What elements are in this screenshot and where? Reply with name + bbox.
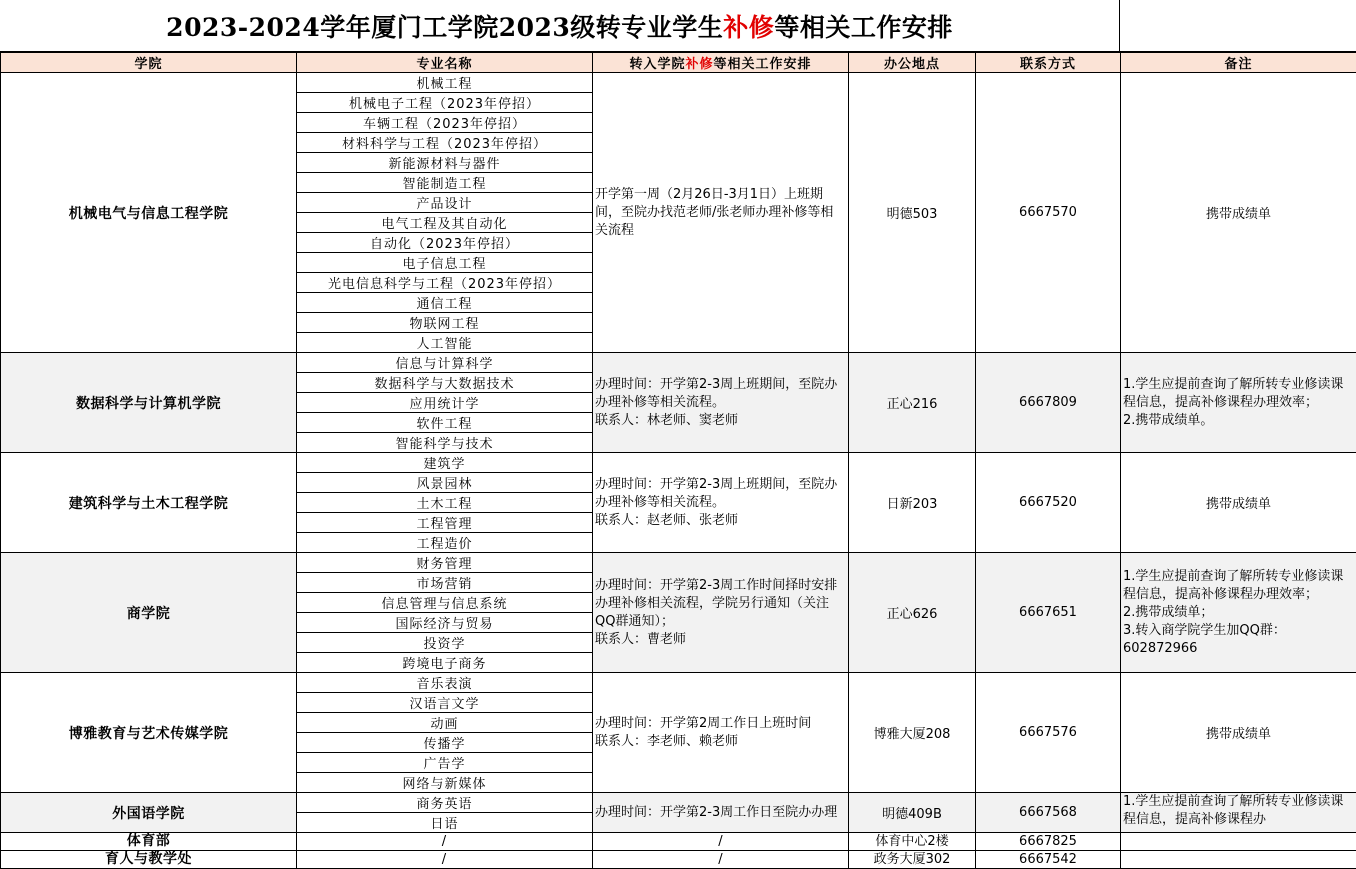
title-blank-cell — [1120, 0, 1356, 52]
arrangement-cell[interactable]: 办理时间：开学第2-3周上班期间，至院办办理补修等相关流程。 联系人：赵老师、张老师 — [593, 453, 849, 553]
major-cell[interactable]: / — [297, 851, 593, 869]
major-cell[interactable]: 车辆工程（2023年停招） — [297, 113, 593, 133]
page-title: 2023-2024学年厦门工学院2023级转专业学生 补修 等相关工作安排 — [0, 0, 1120, 52]
header-college[interactable]: 学院 — [1, 53, 297, 73]
college-cell[interactable]: 博雅教育与艺术传媒学院 — [1, 673, 297, 793]
contact-cell[interactable]: 6667576 — [976, 673, 1121, 793]
note-cell[interactable]: 携带成绩单 — [1121, 673, 1356, 793]
major-cell[interactable]: 软件工程 — [297, 413, 593, 433]
major-cell[interactable]: 信息管理与信息系统 — [297, 593, 593, 613]
contact-cell[interactable]: 6667568 — [976, 793, 1121, 833]
major-cell[interactable]: 电气工程及其自动化 — [297, 213, 593, 233]
college-cell[interactable]: 外国语学院 — [1, 793, 297, 833]
table-row — [1, 73, 1356, 93]
major-cell[interactable]: 新能源材料与器件 — [297, 153, 593, 173]
note-cell[interactable] — [1121, 833, 1356, 851]
header-note[interactable]: 备注 — [1121, 53, 1356, 73]
major-cell[interactable]: 市场营销 — [297, 573, 593, 593]
contact-cell[interactable]: 6667520 — [976, 453, 1121, 553]
contact-cell[interactable]: 6667825 — [976, 833, 1121, 851]
note-cell[interactable]: 1.学生应提前查询了解所转专业修读课程信息，提高补修课程办理效率； 2.携带成绩单； 3.转入商学院学生加QQ群：602872966 — [1121, 553, 1356, 673]
table-row — [1, 353, 1356, 373]
major-cell[interactable]: 日语 — [297, 813, 593, 833]
major-cell[interactable]: 工程管理 — [297, 513, 593, 533]
office-cell[interactable]: 体育中心2楼 — [849, 833, 976, 851]
major-cell[interactable]: 跨境电子商务 — [297, 653, 593, 673]
major-cell[interactable]: 商务英语 — [297, 793, 593, 813]
arrangement-cell[interactable]: / — [593, 851, 849, 869]
note-cell[interactable] — [1121, 851, 1356, 869]
major-cell[interactable]: 国际经济与贸易 — [297, 613, 593, 633]
major-cell[interactable]: 信息与计算科学 — [297, 353, 593, 373]
table-row — [1, 553, 1356, 573]
major-cell[interactable]: 通信工程 — [297, 293, 593, 313]
major-cell[interactable]: 智能科学与技术 — [297, 433, 593, 453]
header-office[interactable]: 办公地点 — [849, 53, 976, 73]
contact-cell[interactable]: 6667651 — [976, 553, 1121, 673]
major-cell[interactable]: 物联网工程 — [297, 313, 593, 333]
major-cell[interactable]: 动画 — [297, 713, 593, 733]
office-cell[interactable]: 政务大厦302 — [849, 851, 976, 869]
arrangement-cell[interactable]: 办理时间：开学第2-3周上班期间，至院办办理补修等相关流程。 联系人：林老师、窦老师 — [593, 353, 849, 453]
table-row — [1, 453, 1356, 473]
college-cell[interactable]: 体育部 — [1, 833, 297, 851]
office-cell[interactable]: 博雅大厦208 — [849, 673, 976, 793]
major-cell[interactable]: 产品设计 — [297, 193, 593, 213]
major-cell[interactable]: 自动化（2023年停招） — [297, 233, 593, 253]
table-row — [1, 851, 1356, 869]
note-cell[interactable]: 1.学生应提前查询了解所转专业修读课程信息，提高补修课程办理效率； 2.携带成绩单。 — [1121, 353, 1356, 453]
office-cell[interactable]: 日新203 — [849, 453, 976, 553]
arrangement-cell[interactable]: 办理时间：开学第2周工作日上班时间 联系人：李老师、赖老师 — [593, 673, 849, 793]
college-cell[interactable]: 育人与教学处 — [1, 851, 297, 869]
table-row — [1, 833, 1356, 851]
table-body — [1, 73, 1356, 869]
major-cell[interactable]: 电子信息工程 — [297, 253, 593, 273]
contact-cell[interactable]: 6667570 — [976, 73, 1121, 353]
major-cell[interactable]: 投资学 — [297, 633, 593, 653]
header-contact[interactable]: 联系方式 — [976, 53, 1121, 73]
college-cell[interactable]: 机械电气与信息工程学院 — [1, 73, 297, 353]
office-cell[interactable]: 明德409B — [849, 793, 976, 833]
major-cell[interactable]: 应用统计学 — [297, 393, 593, 413]
note-cell[interactable]: 1.学生应提前查询了解所转专业修读课程信息，提高补修课程办 — [1121, 793, 1356, 833]
major-cell[interactable]: 智能制造工程 — [297, 173, 593, 193]
office-cell[interactable]: 正心626 — [849, 553, 976, 673]
arrangement-cell[interactable]: / — [593, 833, 849, 851]
header-row — [1, 53, 1356, 73]
college-cell[interactable]: 建筑科学与土木工程学院 — [1, 453, 297, 553]
major-cell[interactable]: 汉语言文学 — [297, 693, 593, 713]
major-cell[interactable]: 广告学 — [297, 753, 593, 773]
major-cell[interactable]: 人工智能 — [297, 333, 593, 353]
arrangement-cell[interactable]: 开学第一周（2月26日-3月1日）上班期间，至院办找范老师/张老师办理补修等相关流程 — [593, 73, 849, 353]
major-cell[interactable]: 数据科学与大数据技术 — [297, 373, 593, 393]
college-cell[interactable]: 商学院 — [1, 553, 297, 673]
major-cell[interactable]: 建筑学 — [297, 453, 593, 473]
major-cell[interactable]: 材料科学与工程（2023年停招） — [297, 133, 593, 153]
major-cell[interactable]: 风景园林 — [297, 473, 593, 493]
major-cell[interactable]: 财务管理 — [297, 553, 593, 573]
arrangement-cell[interactable]: 办理时间：开学第2-3周工作日至院办办理 — [593, 793, 849, 833]
office-cell[interactable]: 正心216 — [849, 353, 976, 453]
major-cell[interactable]: 光电信息科学与工程（2023年停招） — [297, 273, 593, 293]
table-row — [1, 793, 1356, 813]
note-cell[interactable]: 携带成绩单 — [1121, 73, 1356, 353]
contact-cell[interactable]: 6667809 — [976, 353, 1121, 453]
major-cell[interactable]: 工程造价 — [297, 533, 593, 553]
schedule-table — [0, 52, 1356, 869]
major-cell[interactable]: 机械工程 — [297, 73, 593, 93]
major-cell[interactable]: 土木工程 — [297, 493, 593, 513]
college-cell[interactable]: 数据科学与计算机学院 — [1, 353, 297, 453]
major-cell[interactable]: 音乐表演 — [297, 673, 593, 693]
table-row — [1, 673, 1356, 693]
office-cell[interactable]: 明德503 — [849, 73, 976, 353]
note-cell[interactable]: 携带成绩单 — [1121, 453, 1356, 553]
contact-cell[interactable]: 6667542 — [976, 851, 1121, 869]
major-cell[interactable]: / — [297, 833, 593, 851]
major-cell[interactable]: 机械电子工程（2023年停招） — [297, 93, 593, 113]
major-cell[interactable]: 传播学 — [297, 733, 593, 753]
arrangement-cell[interactable]: 办理时间：开学第2-3周工作时间择时安排办理补修相关流程，学院另行通知（关注QQ群通知）； 联系人：曹老师 — [593, 553, 849, 673]
header-major[interactable]: 专业名称 — [297, 53, 593, 73]
header-arrangement[interactable]: 转入学院补修等相关工作安排 — [593, 53, 849, 73]
major-cell[interactable]: 网络与新媒体 — [297, 773, 593, 793]
